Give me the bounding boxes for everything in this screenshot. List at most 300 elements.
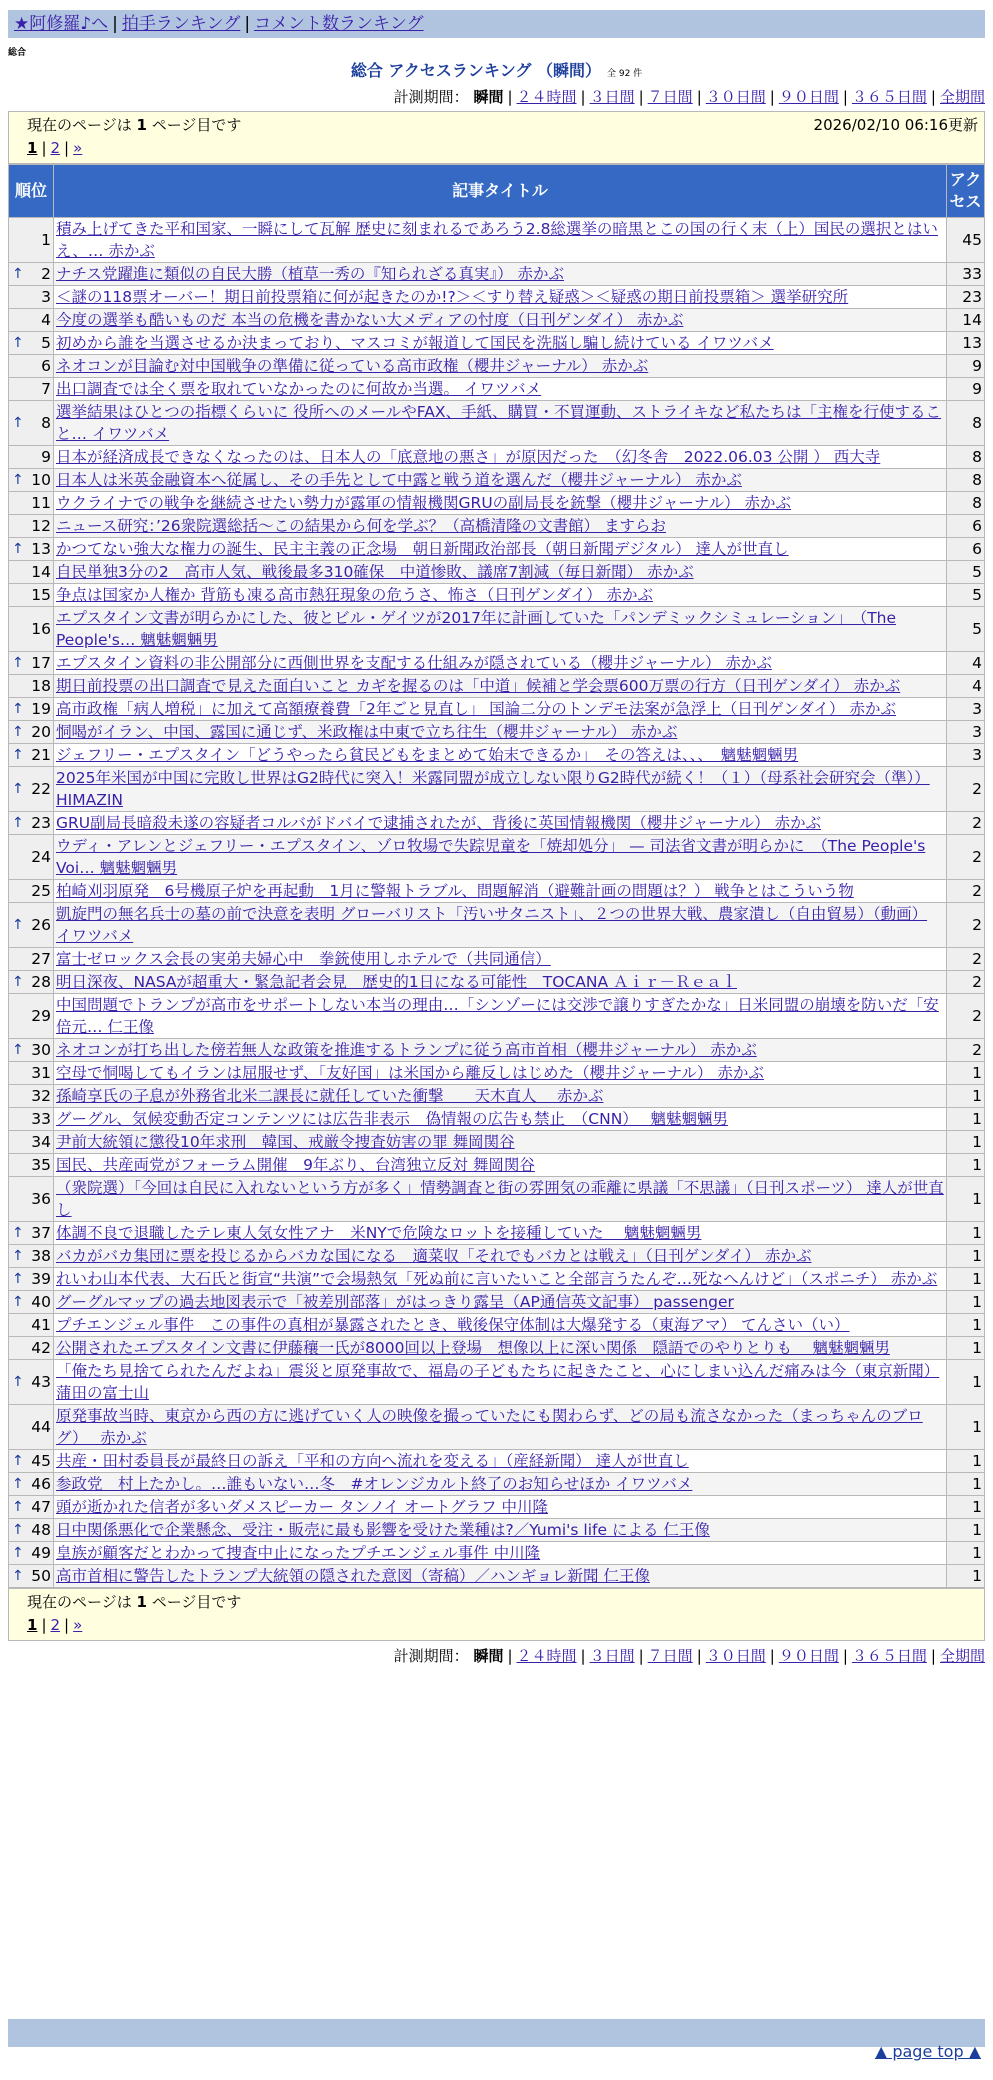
- article-title-link[interactable]: 2025年米国が中国に完敗し世界はG2時代に突入！米露同盟が成立しない限りG2時代が続く！（１）（母系社会研究会（準）） HIMAZIN: [56, 769, 930, 809]
- rank-up-arrow-icon: ↑: [12, 655, 24, 671]
- article-title-link[interactable]: 中国問題でトランプが高市をサポートしない本当の理由…「シンゾーには交渉で譲りすぎたかな」日米同盟の崩壊を防いだ「安倍元… 仁王像: [56, 996, 939, 1036]
- period-link-24h[interactable]: ２４時間: [516, 88, 577, 106]
- title-cell: [54, 1360, 947, 1405]
- rank-number: 39: [31, 1270, 51, 1288]
- rank-number: 41: [31, 1316, 51, 1334]
- period-link-7d[interactable]: ７日間: [647, 88, 693, 106]
- title-cell: [54, 1039, 947, 1062]
- title-cell: [54, 744, 947, 767]
- access-count: 1: [947, 1154, 985, 1177]
- period-current: 瞬間: [473, 1647, 504, 1665]
- access-count: 1: [947, 1245, 985, 1268]
- period-label: 計測期間：: [393, 1647, 469, 1665]
- period-link-365d[interactable]: ３６５日間: [851, 88, 927, 106]
- access-count: 1: [947, 1314, 985, 1337]
- pager-next[interactable]: »: [73, 1616, 83, 1634]
- access-count: 1: [947, 1291, 985, 1314]
- title-cell: [54, 903, 947, 948]
- period-link-30d[interactable]: ３０日間: [705, 88, 766, 106]
- title-cell: [54, 835, 947, 880]
- rank-up-arrow-icon: ↑: [12, 747, 24, 763]
- access-count: 1: [947, 1108, 985, 1131]
- access-count: 9: [947, 355, 985, 378]
- rank-up-arrow-icon: ↑: [12, 917, 24, 933]
- access-count: 2: [947, 1039, 985, 1062]
- article-title-link[interactable]: 明日深夜、NASAが超重大・緊急記者会見 歴史的1日になる可能性 TOCANA Ａｉｒ－Ｒｅａｌ: [56, 973, 738, 991]
- period-link-90d[interactable]: ９０日間: [778, 1647, 839, 1665]
- rank-cell: [9, 1291, 54, 1314]
- title-cell: [54, 607, 947, 652]
- article-title-link[interactable]: 期日前投票の出口調査で見えた面白いこと カギを握るのは「中道」候補と学会票600万票の行方（日刊ゲンダイ） 赤かぶ: [56, 677, 901, 695]
- access-count: 3: [947, 721, 985, 744]
- table-row: [9, 515, 985, 538]
- title-cell: [54, 675, 947, 698]
- title-cell: [54, 584, 947, 607]
- rank-number: 45: [31, 1452, 51, 1470]
- rank-cell: [9, 1131, 54, 1154]
- rank-cell: [9, 1314, 54, 1337]
- rank-up-arrow-icon: ↑: [12, 472, 24, 488]
- period-link-3d[interactable]: ３日間: [589, 1647, 635, 1665]
- access-count: 1: [947, 1405, 985, 1450]
- article-title-link[interactable]: 高市政権「病人増税」に加えて高額療養費「2年ごと見直し」 国論二分のトンデモ法案が急浮上（日刊ゲンダイ） 赤かぶ: [56, 700, 896, 718]
- rank-cell: [9, 767, 54, 812]
- table-row: [9, 1085, 985, 1108]
- article-title-link[interactable]: エプスタイン文書が明らかにした、彼とビル・ゲイツが2017年に計画していた「パンデミックシミュレーション」 （The People's… 魑魅魍魎男: [56, 609, 897, 649]
- article-title-link[interactable]: 凱旋門の無名兵士の墓の前で決意を表明 グローバリスト「汚いサタニスト」、２つの世界大戦、農家潰し（自由貿易）（動画） イワツバメ: [56, 905, 928, 945]
- rank-up-arrow-icon: ↑: [12, 335, 24, 351]
- rank-number: 44: [31, 1418, 51, 1436]
- period-selector-top: 計測期間： 瞬間 | ２４時間 | ３日間 | ７日間 | ３０日間 | ９０日間 | ３６５日間 | 全期間: [393, 88, 985, 106]
- table-row: [9, 971, 985, 994]
- period-label: 計測期間：: [393, 88, 469, 106]
- article-title-link[interactable]: 尹前大統領に懲役10年求刑 韓国、戒厳令捜査妨害の罪 舞岡関谷: [56, 1133, 515, 1151]
- rank-number: 28: [31, 973, 51, 991]
- rank-number: 43: [31, 1373, 51, 1391]
- access-count: 2: [947, 767, 985, 812]
- article-title-link[interactable]: 体調不良で退職したテレ東人気女性アナ 米NYで危険なロットを接種していた 魑魅魍魎男: [56, 1224, 702, 1242]
- table-row: [9, 263, 985, 286]
- access-count: 2: [947, 812, 985, 835]
- page-info-panel-bottom: [8, 1588, 985, 1641]
- rank-cell: [9, 1450, 54, 1473]
- rank-number: 11: [31, 494, 51, 512]
- rank-cell: [9, 1542, 54, 1565]
- article-title-link[interactable]: 共産・田村委員長が最終日の訴え「平和の方向へ流れを変える」（産経新聞） 達人が世直し: [56, 1452, 689, 1470]
- table-row: [9, 355, 985, 378]
- rank-cell: [9, 721, 54, 744]
- pager-page-2[interactable]: 2: [50, 1616, 61, 1634]
- updated-timestamp: 2026/02/10 06:16更新: [813, 116, 978, 134]
- title-cell: [54, 1222, 947, 1245]
- rank-up-arrow-icon: ↑: [12, 1248, 24, 1264]
- access-count: 1: [947, 1496, 985, 1519]
- title-cell: [54, 378, 947, 401]
- period-link-all[interactable]: 全期間: [939, 1647, 985, 1665]
- title-cell: [54, 652, 947, 675]
- period-current: 瞬間: [473, 88, 504, 106]
- period-link-30d[interactable]: ３０日間: [705, 1647, 766, 1665]
- rank-up-arrow-icon: ↑: [12, 1374, 24, 1390]
- rank-cell: [9, 1405, 54, 1450]
- table-row: [9, 584, 985, 607]
- table-row: [9, 401, 985, 446]
- pager-next[interactable]: »: [73, 139, 83, 157]
- article-title-link[interactable]: 自民単独3分の2 高市人気、戦後最多310確保 中道惨敗、議席7割減（毎日新聞） 赤かぶ: [56, 563, 694, 581]
- title-cell: [54, 309, 947, 332]
- nav-separator: |: [244, 14, 251, 34]
- title-cell: [54, 538, 947, 561]
- access-count: 45: [947, 218, 985, 263]
- pager-current-page: 1: [27, 139, 38, 157]
- rank-cell: [9, 263, 54, 286]
- rank-cell: [9, 469, 54, 492]
- article-title-link[interactable]: 初めから誰を当選させるか決まっており、マスコミが報道して国民を洗脳し騙し続けている イワツバメ: [56, 334, 774, 352]
- article-title-link[interactable]: ジェフリー・エプスタイン「どうやったら貧民どもをまとめて始末できるか」 その答えは、、、 魑魅魍魎男: [56, 746, 799, 764]
- access-count: 2: [947, 994, 985, 1039]
- access-count: 4: [947, 675, 985, 698]
- rank-cell: [9, 515, 54, 538]
- rank-up-arrow-icon: ↑: [12, 1271, 24, 1287]
- rank-number: 24: [31, 848, 51, 866]
- rank-cell: [9, 812, 54, 835]
- rank-number: 34: [31, 1133, 51, 1151]
- article-title-link[interactable]: 日中関係悪化で企業懸念、受注・販売に最も影響を受けた業種は?／Yumi's life による 仁王像: [56, 1521, 710, 1539]
- access-count: 4: [947, 652, 985, 675]
- access-count: 1: [947, 1565, 985, 1588]
- table-row: [9, 1131, 985, 1154]
- access-count: 14: [947, 309, 985, 332]
- rank-up-arrow-icon: ↑: [12, 1294, 24, 1310]
- title-cell: [54, 401, 947, 446]
- page-info: 現在のページは 1 ページ目です: [27, 116, 242, 134]
- table-row: [9, 767, 985, 812]
- rank-number: 17: [31, 654, 51, 672]
- title-header: 記事タイトル: [54, 165, 947, 218]
- title-cell: [54, 1314, 947, 1337]
- access-count: 1: [947, 1542, 985, 1565]
- article-title-link[interactable]: エプスタイン資料の非公開部分に西側世界を支配する仕組みが隠されている（櫻井ジャーナル） 赤かぶ: [56, 654, 772, 672]
- table-row: [9, 1245, 985, 1268]
- rank-cell: [9, 1496, 54, 1519]
- table-row: [9, 332, 985, 355]
- rank-number: 20: [31, 723, 51, 741]
- access-count: 8: [947, 446, 985, 469]
- access-count: 1: [947, 1222, 985, 1245]
- table-row: [9, 1222, 985, 1245]
- rank-number: 6: [41, 357, 51, 375]
- article-title-link[interactable]: 柏崎刈羽原発 6号機原子炉を再起動 1月に警報トラブル、問題解消（避難計画の問題は？） 戦争とはこういう物: [56, 882, 854, 900]
- rank-cell: [9, 1245, 54, 1268]
- access-count: 2: [947, 903, 985, 948]
- article-title-link[interactable]: ネオコンが打ち出した傍若無人な政策を推進するトランプに従う高市首相（櫻井ジャーナル） 赤かぶ: [56, 1041, 757, 1059]
- table-row: [9, 607, 985, 652]
- page-title: 総合 アクセスランキング （瞬間）: [350, 61, 601, 80]
- table-row: [9, 1177, 985, 1222]
- rank-cell: [9, 218, 54, 263]
- rank-number: 10: [31, 471, 51, 489]
- rank-cell: [9, 835, 54, 880]
- access-count: 1: [947, 1473, 985, 1496]
- article-title-link[interactable]: ＜謎の118票オーバー！期日前投票箱に何が起きたのか!?＞＜すり替え疑惑＞＜疑惑の期日前投票箱＞ 選挙研究所: [56, 288, 849, 306]
- access-count: 2: [947, 880, 985, 903]
- article-title-link[interactable]: 「俺たち見捨てられたんだよね」震災と原発事故で、福島の子どもたちに起きたこと、心にしまい込んだ痛みは今（東京新聞） 蒲田の富士山: [56, 1362, 940, 1402]
- rank-cell: [9, 1039, 54, 1062]
- rank-number: 37: [31, 1224, 51, 1242]
- rank-number: 29: [31, 1007, 51, 1025]
- rank-cell: [9, 880, 54, 903]
- access-count: 13: [947, 332, 985, 355]
- article-title-link[interactable]: 恫喝がイラン、中国、露国に通じず、米政権は中東で立ち往生（櫻井ジャーナル） 赤かぶ: [56, 723, 678, 741]
- title-cell: [54, 1519, 947, 1542]
- access-count: 33: [947, 263, 985, 286]
- period-link-24h[interactable]: ２４時間: [516, 1647, 577, 1665]
- rank-up-arrow-icon: ↑: [12, 815, 24, 831]
- article-title-link[interactable]: 争点は国家か人権か 背筋も凍る高市熱狂現象の危うさ、怖さ（日刊ゲンダイ） 赤かぶ: [56, 586, 653, 604]
- article-title-link[interactable]: プチエンジェル事件 この事件の真相が暴露されたとき、戦後保守体制は大爆発する（東海アマ） てんさい（い）: [56, 1316, 850, 1334]
- article-title-link[interactable]: れいわ山本代表、大石氏と街宣“共演”で会場熱気「死ぬ前に言いたいこと全部言うたんぞ…死なへんけど」（スポニチ） 赤かぶ: [56, 1270, 938, 1288]
- rank-up-arrow-icon: ↑: [12, 1499, 24, 1515]
- rank-number: 13: [31, 540, 51, 558]
- article-title-link[interactable]: 皇族が顧客だとわかって捜査中止になったプチエンジェル事件 中川隆: [56, 1544, 541, 1562]
- article-title-link[interactable]: ニュース研究：’26衆院選総括〜この結果から何を学ぶ？（高橋清隆の文書館） ますらお: [56, 517, 667, 535]
- title-cell: [54, 1542, 947, 1565]
- access-count: 2: [947, 835, 985, 880]
- title-cell: [54, 286, 947, 309]
- rank-cell: [9, 1154, 54, 1177]
- rank-number: 50: [31, 1567, 51, 1585]
- article-title-link[interactable]: 参政党 村上たかし。…誰もいない…冬 #オレンジカルト終了のお知らせほか イワツバメ: [56, 1475, 693, 1493]
- rank-number: 8: [41, 414, 51, 432]
- table-row: [9, 1314, 985, 1337]
- article-title-link[interactable]: ウクライナでの戦争を継続させたい勢力が露軍の情報機関GRUの副局長を銃撃（櫻井ジャーナル） 赤かぶ: [56, 494, 792, 512]
- page-top-link[interactable]: ▲ page top ▲: [874, 2042, 981, 2061]
- title-cell: [54, 332, 947, 355]
- title-cell: [54, 492, 947, 515]
- rank-cell: [9, 286, 54, 309]
- rank-number: 23: [31, 814, 51, 832]
- rank-number: 14: [31, 563, 51, 581]
- article-title-link[interactable]: 公開されたエプスタイン文書に伊藤穰一氏が8000回以上登場 想像以上に深い関係 隠語でのやりとりも 魑魅魍魎男: [56, 1339, 890, 1357]
- table-row: [9, 1496, 985, 1519]
- table-row: [9, 1473, 985, 1496]
- article-title-link[interactable]: 富士ゼロックス会長の実弟夫婦心中 拳銃使用しホテルで（共同通信）: [56, 950, 551, 968]
- table-row: [9, 675, 985, 698]
- rank-number: 1: [41, 231, 51, 249]
- pager-page-2[interactable]: 2: [50, 139, 61, 157]
- rank-number: 31: [31, 1064, 51, 1082]
- rank-number: 35: [31, 1156, 51, 1174]
- rank-cell: [9, 355, 54, 378]
- rank-number: 40: [31, 1293, 51, 1311]
- rank-cell: [9, 1222, 54, 1245]
- top-nav-bar: [8, 10, 985, 38]
- period-link-365d[interactable]: ３６５日間: [851, 1647, 927, 1665]
- rank-up-arrow-icon: ↑: [12, 1545, 24, 1561]
- article-title-link[interactable]: 日本が経済成長できなくなったのは、日本人の「底意地の悪さ」が原因だった （幻冬舎 2022.06.03 公開 ） 西大寺: [56, 448, 881, 466]
- access-count: 1: [947, 1268, 985, 1291]
- table-row: [9, 492, 985, 515]
- article-title-link[interactable]: 孫崎享氏の子息が外務省北米二課長に就任していた衝撃 天木直人 赤かぶ: [56, 1087, 604, 1105]
- rank-number: 5: [41, 334, 51, 352]
- table-row: [9, 538, 985, 561]
- period-link-90d[interactable]: ９０日間: [778, 88, 839, 106]
- rank-cell: [9, 492, 54, 515]
- title-cell: [54, 1565, 947, 1588]
- article-title-link[interactable]: 選挙結果はひとつの指標くらいに 役所へのメールやFAX、手紙、購買・不買運動、ストライキなど私たちは「主権を行使すること… イワツバメ: [56, 403, 942, 443]
- title-cell: [54, 698, 947, 721]
- rank-cell: [9, 1473, 54, 1496]
- title-cell: [54, 263, 947, 286]
- rank-up-arrow-icon: ↑: [12, 1225, 24, 1241]
- article-title-link[interactable]: 空母で恫喝してもイランは屈服せず、「友好国」は米国から離反しはじめた（櫻井ジャーナル） 赤かぶ: [56, 1064, 764, 1082]
- article-title-link[interactable]: ナチス党躍進に類似の自民大勝（植草一秀の『知られざる真実』） 赤かぶ: [56, 265, 565, 283]
- period-selector-bottom: 計測期間： 瞬間 | ２４時間 | ３日間 | ７日間 | ３０日間 | ９０日間 | ３６５日間 | 全期間: [393, 1647, 985, 1665]
- rank-number: 16: [31, 620, 51, 638]
- comment-ranking-link[interactable]: コメント数ランキング: [254, 14, 424, 34]
- article-title-link[interactable]: 高市首相に警告したトランプ大統領の隠された意図（寄稿）／ハンギョレ新聞 仁王像: [56, 1567, 650, 1585]
- rank-cell: [9, 309, 54, 332]
- title-cell: [54, 1154, 947, 1177]
- access-count: 1: [947, 1062, 985, 1085]
- table-row: [9, 744, 985, 767]
- table-row: [9, 1154, 985, 1177]
- access-count: 8: [947, 401, 985, 446]
- pager-bottom: 1 | 2 | »: [27, 1616, 83, 1634]
- access-count: 6: [947, 515, 985, 538]
- bottom-bar: [8, 2019, 985, 2047]
- rank-cell: [9, 1085, 54, 1108]
- page-title-row: [0, 60, 993, 85]
- home-link[interactable]: ★阿修羅♪へ: [14, 14, 109, 34]
- title-cell: [54, 1268, 947, 1291]
- access-count: 5: [947, 607, 985, 652]
- rank-header: 順位: [9, 165, 54, 218]
- table-row: [9, 652, 985, 675]
- table-row: [9, 1405, 985, 1450]
- rank-cell: [9, 1108, 54, 1131]
- access-count: 1: [947, 1177, 985, 1222]
- rank-number: 4: [41, 311, 51, 329]
- table-row: [9, 1039, 985, 1062]
- rank-number: 36: [31, 1190, 51, 1208]
- table-row: [9, 1542, 985, 1565]
- access-count: 23: [947, 286, 985, 309]
- article-title-link[interactable]: 日本人は米英金融資本へ従属し、その手先として中露と戦う道を選んだ（櫻井ジャーナル） 赤かぶ: [56, 471, 742, 489]
- table-row: [9, 218, 985, 263]
- title-cell: [54, 994, 947, 1039]
- rank-cell: [9, 652, 54, 675]
- clap-ranking-link[interactable]: 拍手ランキング: [121, 14, 241, 34]
- access-count: 1: [947, 1450, 985, 1473]
- rank-number: 15: [31, 586, 51, 604]
- access-count: 5: [947, 584, 985, 607]
- table-row: [9, 1360, 985, 1405]
- rank-up-arrow-icon: ↑: [12, 701, 24, 717]
- access-count: 1: [947, 1131, 985, 1154]
- access-count: 1: [947, 1360, 985, 1405]
- rank-cell: [9, 994, 54, 1039]
- rank-cell: [9, 675, 54, 698]
- table-header-row: [9, 165, 985, 218]
- rank-up-arrow-icon: ↑: [12, 1453, 24, 1469]
- rank-number: 48: [31, 1521, 51, 1539]
- table-row: [9, 286, 985, 309]
- rank-cell: [9, 1062, 54, 1085]
- access-count: 3: [947, 744, 985, 767]
- rank-up-arrow-icon: ↑: [12, 724, 24, 740]
- rank-number: 18: [31, 677, 51, 695]
- rank-number: 9: [41, 448, 51, 466]
- period-link-3d[interactable]: ３日間: [589, 88, 635, 106]
- article-title-link[interactable]: 国民、共産両党がフォーラム開催 9年ぶり、台湾独立反対 舞岡関谷: [56, 1156, 535, 1174]
- title-cell: [54, 971, 947, 994]
- rank-number: 38: [31, 1247, 51, 1265]
- article-title-link[interactable]: （衆院選）「今回は自民に入れないという方が多く」情勢調査と街の雰囲気の乖離に県議「不思議」（日刊スポーツ） 達人が世直し: [56, 1179, 944, 1219]
- title-cell: [54, 1108, 947, 1131]
- title-cell: [54, 948, 947, 971]
- table-row: [9, 378, 985, 401]
- article-title-link[interactable]: グーグル、気候変動否定コンテンツには広告非表示 偽情報の広告も禁止 （CNN） 魑魅魍魎男: [56, 1110, 728, 1128]
- rank-cell: [9, 948, 54, 971]
- rank-cell: [9, 561, 54, 584]
- rank-cell: [9, 971, 54, 994]
- article-title-link[interactable]: ネオコンが目論む対中国戦争の準備に従っている高市政権（櫻井ジャーナル） 赤かぶ: [56, 357, 649, 375]
- article-title-link[interactable]: 原発事故当時、東京から西の方に逃げていく人の映像を撮っていたにも関わらず、どの局も流さなかった（まっちゃんのブログ） 赤かぶ: [56, 1407, 923, 1447]
- table-row: [9, 1450, 985, 1473]
- title-cell: [54, 1496, 947, 1519]
- rank-up-arrow-icon: ↑: [12, 974, 24, 990]
- article-title-link[interactable]: 出口調査では全く票を取れていなかったのに何故か当選。 イワツバメ: [56, 380, 542, 398]
- rank-number: 49: [31, 1544, 51, 1562]
- article-title-link[interactable]: GRU副局長暗殺未遂の容疑者コルバがドバイで逮捕されたが、背後に英国情報機関（櫻井ジャーナル） 赤かぶ: [56, 814, 822, 832]
- access-count: 9: [947, 378, 985, 401]
- title-cell: [54, 515, 947, 538]
- article-title-link[interactable]: かつてない強大な権力の誕生、民主主義の正念場 朝日新聞政治部長（朝日新聞デジタル） 達人が世直し: [56, 540, 789, 558]
- rank-cell: [9, 1177, 54, 1222]
- rank-cell: [9, 446, 54, 469]
- rank-number: 42: [31, 1339, 51, 1357]
- article-title-link[interactable]: グーグルマップの過去地図表示で「被差別部落」がはっきり露呈（AP通信英文記事） passenger: [56, 1293, 734, 1311]
- access-count: 2: [947, 971, 985, 994]
- article-title-link[interactable]: 積み上げてきた平和国家、一瞬にして瓦解 歴史に刻まれるであろう2.8総選挙の暗黒とこの国の行く末（上）国民の選択とはいえ、… 赤かぶ: [56, 220, 938, 260]
- rank-up-arrow-icon: ↑: [12, 266, 24, 282]
- article-title-link[interactable]: 今度の選挙も酷いものだ 本当の危機を書かない大メディアの忖度（日刊ゲンダイ） 赤かぶ: [56, 311, 684, 329]
- article-title-link[interactable]: バカがバカ集団に票を投じるからバカな国になる 適菜収「それでもバカとは戦え」（日刊ゲンダイ） 赤かぶ: [56, 1247, 812, 1265]
- title-cell: [54, 469, 947, 492]
- rank-number: 21: [31, 746, 51, 764]
- period-link-7d[interactable]: ７日間: [647, 1647, 693, 1665]
- table-row: [9, 561, 985, 584]
- access-count: 3: [947, 698, 985, 721]
- rank-up-arrow-icon: ↑: [12, 1522, 24, 1538]
- period-link-all[interactable]: 全期間: [939, 88, 985, 106]
- rank-cell: [9, 584, 54, 607]
- title-cell: [54, 1245, 947, 1268]
- rank-up-arrow-icon: ↑: [12, 781, 24, 797]
- rank-number: 25: [31, 882, 51, 900]
- title-cell: [54, 1131, 947, 1154]
- title-cell: [54, 721, 947, 744]
- table-row: [9, 994, 985, 1039]
- access-count: 1: [947, 1519, 985, 1542]
- title-cell: [54, 1085, 947, 1108]
- article-title-link[interactable]: 頭が逝かれた信者が多いダメスピーカー タンノイ オートグラフ 中川隆: [56, 1498, 549, 1516]
- article-title-link[interactable]: ウディ・アレンとジェフリー・エプスタイン、ゾロ牧場で失踪児童を「焼却処分」 — 司法省文書が明らかに （The People's Voi… 魑魅魍魎男: [56, 837, 926, 877]
- rank-cell: [9, 903, 54, 948]
- rank-up-arrow-icon: ↑: [12, 415, 24, 431]
- table-row: [9, 1565, 985, 1588]
